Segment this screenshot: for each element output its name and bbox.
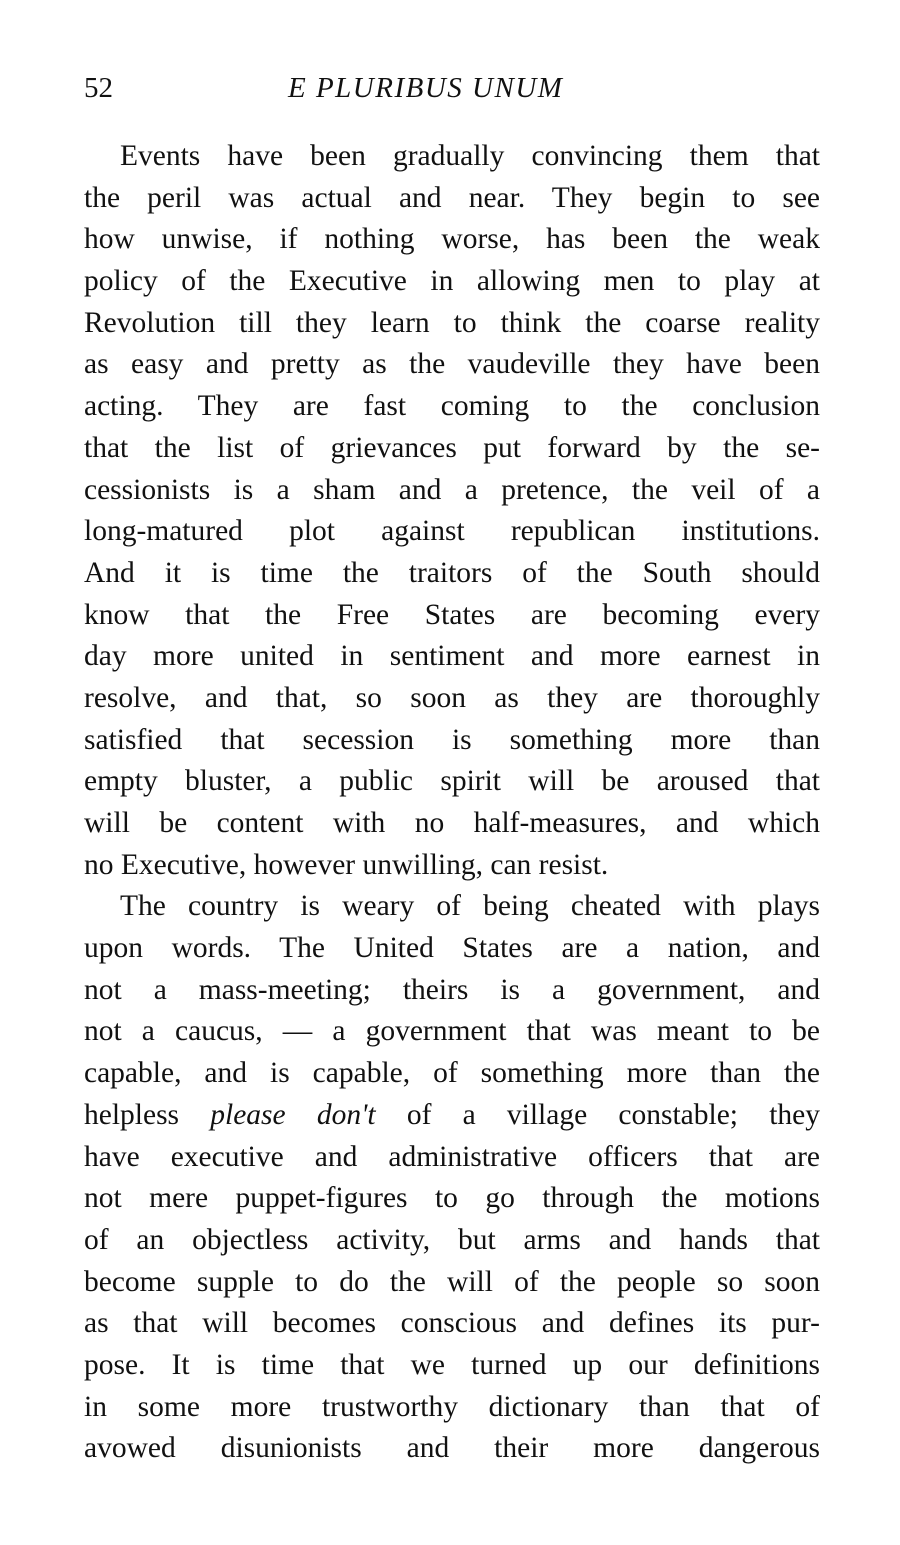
paragraph: [84, 886, 820, 1470]
text-line: policy of the Executive in allowing men to play at: [84, 265, 820, 298]
italic-phrase: please don't: [210, 1098, 376, 1131]
text-line: of an objectless activity, but arms and hands that: [84, 1223, 820, 1256]
text-line: resolve, and that, so soon as they are thoroughly: [84, 681, 820, 714]
text-run: helpless: [84, 1098, 211, 1131]
text-line: not a mass-meeting; theirs is a government, and: [84, 973, 820, 1006]
paragraph: [84, 136, 820, 886]
text-line: that the list of grievances put forward by the se-: [84, 431, 820, 464]
text-line: day more united in sentiment and more earnest in: [84, 640, 820, 673]
page-header: [84, 72, 824, 118]
text-line: become supple to do the will of the people so soon: [84, 1265, 820, 1298]
text-line: pose. It is time that we turned up our definitions: [84, 1348, 820, 1381]
text-line: in some more trustworthy dictionary than that of: [84, 1390, 820, 1423]
text-line: acting. They are fast coming to the conclusion: [84, 390, 820, 423]
text-line: empty bluster, a public spirit will be aroused that: [84, 765, 820, 798]
text-line: satisfied that secession is something more than: [84, 723, 820, 756]
text-line: avowed disunionists and their more dangerous: [84, 1432, 820, 1465]
text-line: as easy and pretty as the vaudeville they have been: [84, 348, 820, 381]
text-line: Revolution till they learn to think the coarse reality: [84, 306, 820, 339]
text-line: long-matured plot against republican institutions.: [84, 515, 820, 548]
text-line: will be content with no half-measures, and which: [84, 807, 820, 839]
text-line: not a caucus, — a government that was meant to be: [84, 1015, 820, 1048]
text-line: as that will becomes conscious and defines its pur-: [84, 1307, 820, 1340]
text-line: [84, 1095, 820, 1137]
text-line: have executive and administrative officers that are: [84, 1140, 820, 1173]
running-head: E PLURIBUS UNUM: [288, 72, 564, 104]
text-line: how unwise, if nothing worse, has been the weak: [84, 223, 820, 256]
text-line: And it is time the traitors of the South should: [84, 556, 820, 589]
text-line: capable, and is capable, of something more than the: [84, 1057, 820, 1090]
page-number: 52: [84, 72, 113, 104]
text-line: cessionists is a sham and a pretence, the veil of a: [84, 473, 820, 506]
text-line: not mere puppet-figures to go through the motions: [84, 1182, 820, 1215]
text-line: the peril was actual and near. They begin to see: [84, 181, 820, 214]
text-run: of a village constable; they: [375, 1098, 821, 1131]
text-line: upon words. The United States are a nation, and: [84, 932, 820, 965]
text-line: Events have been gradually convincing them that: [120, 140, 820, 172]
text-line: know that the Free States are becoming every: [84, 598, 820, 631]
body-text: [84, 136, 820, 1470]
text-line: no Executive, however unwilling, can resist.: [84, 848, 609, 881]
text-line: The country is weary of being cheated with plays: [120, 890, 820, 923]
